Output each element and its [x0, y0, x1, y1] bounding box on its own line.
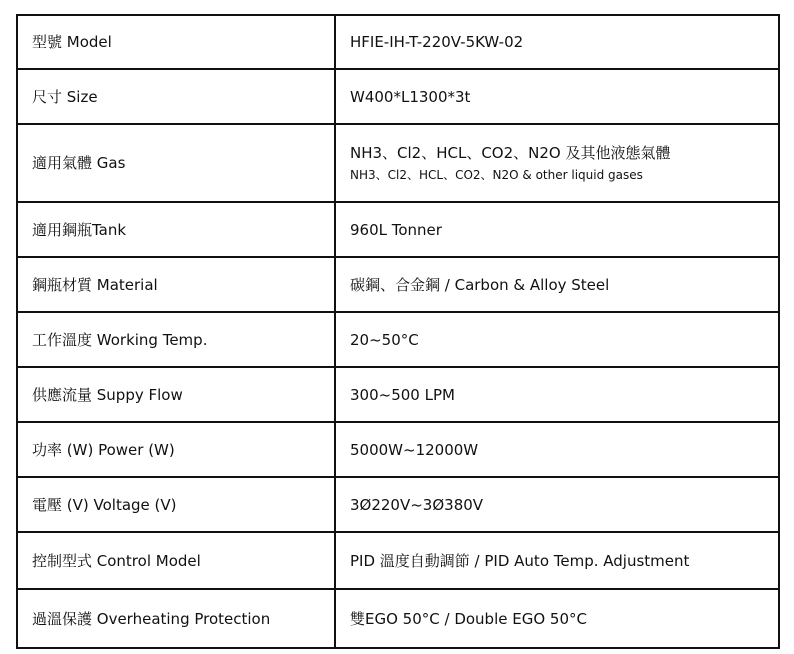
table-row	[17, 422, 779, 477]
table-row	[17, 15, 779, 69]
table-row	[17, 312, 779, 367]
row-value: 20~50°C	[335, 312, 779, 367]
table-row	[17, 367, 779, 422]
row-value-multiline	[335, 124, 779, 202]
row-value: HFIE-IH-T-220V-5KW-02	[335, 15, 779, 69]
row-value-subline: NH3、Cl2、HCL、CO2、N2O & other liquid gases	[350, 167, 643, 182]
row-value: W400*L1300*3t	[335, 69, 779, 124]
row-value: 300~500 LPM	[335, 367, 779, 422]
table-row	[17, 202, 779, 257]
row-value: 3Ø220V~3Ø380V	[335, 477, 779, 532]
table-row	[17, 257, 779, 312]
row-value: NH3、Cl2、HCL、CO2、N2O 及其他液態氣體	[350, 143, 671, 162]
table-row	[17, 532, 779, 589]
row-label: 供應流量 Suppy Flow	[17, 367, 335, 422]
table-row	[17, 124, 779, 202]
row-label: 型號 Model	[17, 15, 335, 69]
row-label: 鋼瓶材質 Material	[17, 257, 335, 312]
row-value: 碳鋼、合金鋼 / Carbon & Alloy Steel	[335, 257, 779, 312]
table-row	[17, 477, 779, 532]
row-label: 尺寸 Size	[17, 69, 335, 124]
row-value: 雙EGO 50°C / Double EGO 50°C	[335, 589, 779, 648]
row-value: 960L Tonner	[335, 202, 779, 257]
table-row	[17, 589, 779, 648]
table-row	[17, 69, 779, 124]
row-label: 過溫保護 Overheating Protection	[17, 589, 335, 648]
row-value: PID 溫度自動調節 / PID Auto Temp. Adjustment	[335, 532, 779, 589]
spec-table	[16, 14, 780, 649]
row-label: 功率 (W) Power (W)	[17, 422, 335, 477]
row-label: 電壓 (V) Voltage (V)	[17, 477, 335, 532]
row-label: 控制型式 Control Model	[17, 532, 335, 589]
row-label: 適用鋼瓶Tank	[17, 202, 335, 257]
row-label: 適用氣體 Gas	[17, 124, 335, 202]
row-label: 工作溫度 Working Temp.	[17, 312, 335, 367]
row-value: 5000W~12000W	[335, 422, 779, 477]
